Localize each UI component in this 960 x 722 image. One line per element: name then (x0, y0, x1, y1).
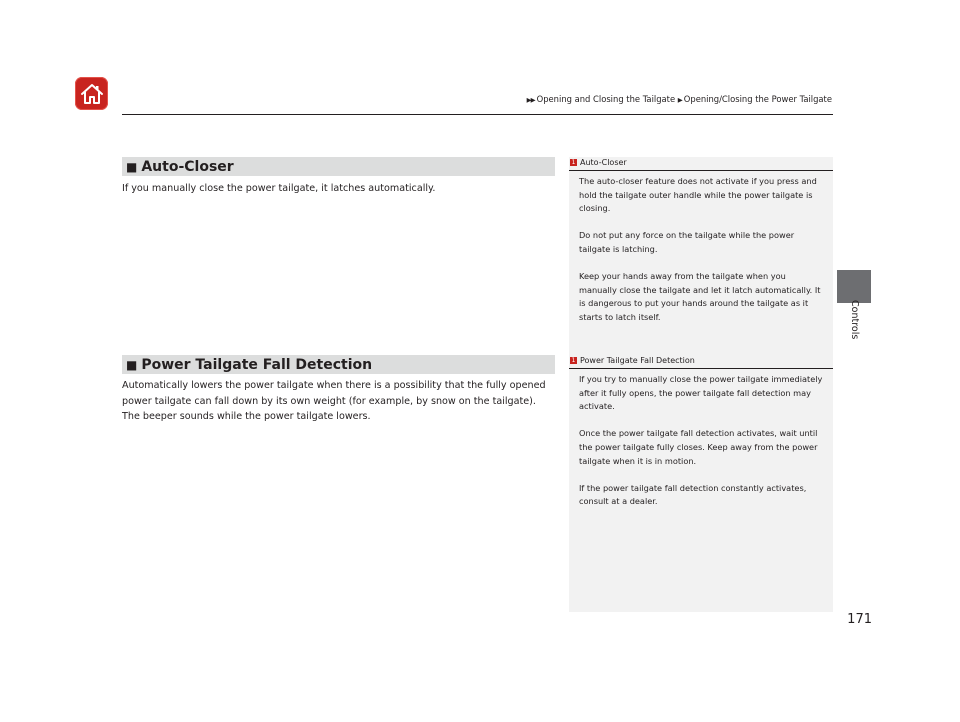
section-heading-auto-closer (122, 157, 555, 176)
note-paragraph: Keep your hands away from the tailgate when you manually close the tailgate and let it latch automatically. It is dangerous to put your hands around the tailgate as it starts to latch itself. (579, 271, 821, 322)
note-heading (569, 158, 833, 167)
header-rule (122, 114, 833, 115)
home-icon (80, 83, 104, 105)
page-number: 171 (847, 612, 872, 627)
note-paragraph: Once the power tailgate fall detection activates, wait until the power tailgate fully closes. Keep away from the power tailgate when it is in motion. (579, 428, 818, 466)
note-title: Power Tailgate Fall Detection (580, 356, 695, 365)
note-rule (569, 368, 833, 369)
note-icon: 1 (571, 159, 576, 166)
note-body (579, 175, 825, 338)
section-title: Power Tailgate Fall Detection (141, 356, 373, 373)
square-bullet-icon: ■ (126, 357, 138, 372)
breadcrumb-item[interactable]: Opening/Closing the Power Tailgate (683, 94, 832, 104)
breadcrumb-arrow-icon: ▶ (677, 96, 682, 104)
note-heading (569, 356, 833, 365)
note-body (579, 373, 825, 523)
note-paragraph: If the power tailgate fall detection constantly activates, consult at a dealer. (579, 482, 807, 507)
section-body: If you manually close the power tailgate, it latches automatically. (122, 183, 436, 194)
note-paragraph: The auto-closer feature does not activate if you press and hold the tailgate outer handle while the power tailgate is closing. (579, 176, 817, 214)
section-body: Automatically lowers the power tailgate when there is a possibility that the fully opened power tailgate can fall down by its own weight (for example, by snow on the tailgate). The beeper sounds while the power tailgate lowers. (122, 380, 546, 422)
chapter-label: Controls (849, 300, 860, 340)
note-rule (569, 170, 833, 171)
note-paragraph: Do not put any force on the tailgate while the power tailgate is latching. (579, 230, 795, 254)
note-title: Auto-Closer (580, 158, 627, 167)
breadcrumb (470, 94, 832, 104)
breadcrumb-arrow-icon: ▶▶ (526, 96, 535, 104)
square-bullet-icon: ■ (126, 159, 138, 174)
breadcrumb-item[interactable]: Opening and Closing the Tailgate (536, 94, 676, 104)
home-button[interactable] (75, 77, 108, 110)
note-paragraph: If you try to manually close the power tailgate immediately after it fully opens, the power tailgate fall detection may activate. (579, 374, 823, 412)
section-title: Auto-Closer (141, 158, 234, 175)
chapter-tab[interactable] (837, 270, 871, 303)
note-icon: 1 (571, 357, 576, 364)
section-heading-fall-detection (122, 355, 555, 374)
